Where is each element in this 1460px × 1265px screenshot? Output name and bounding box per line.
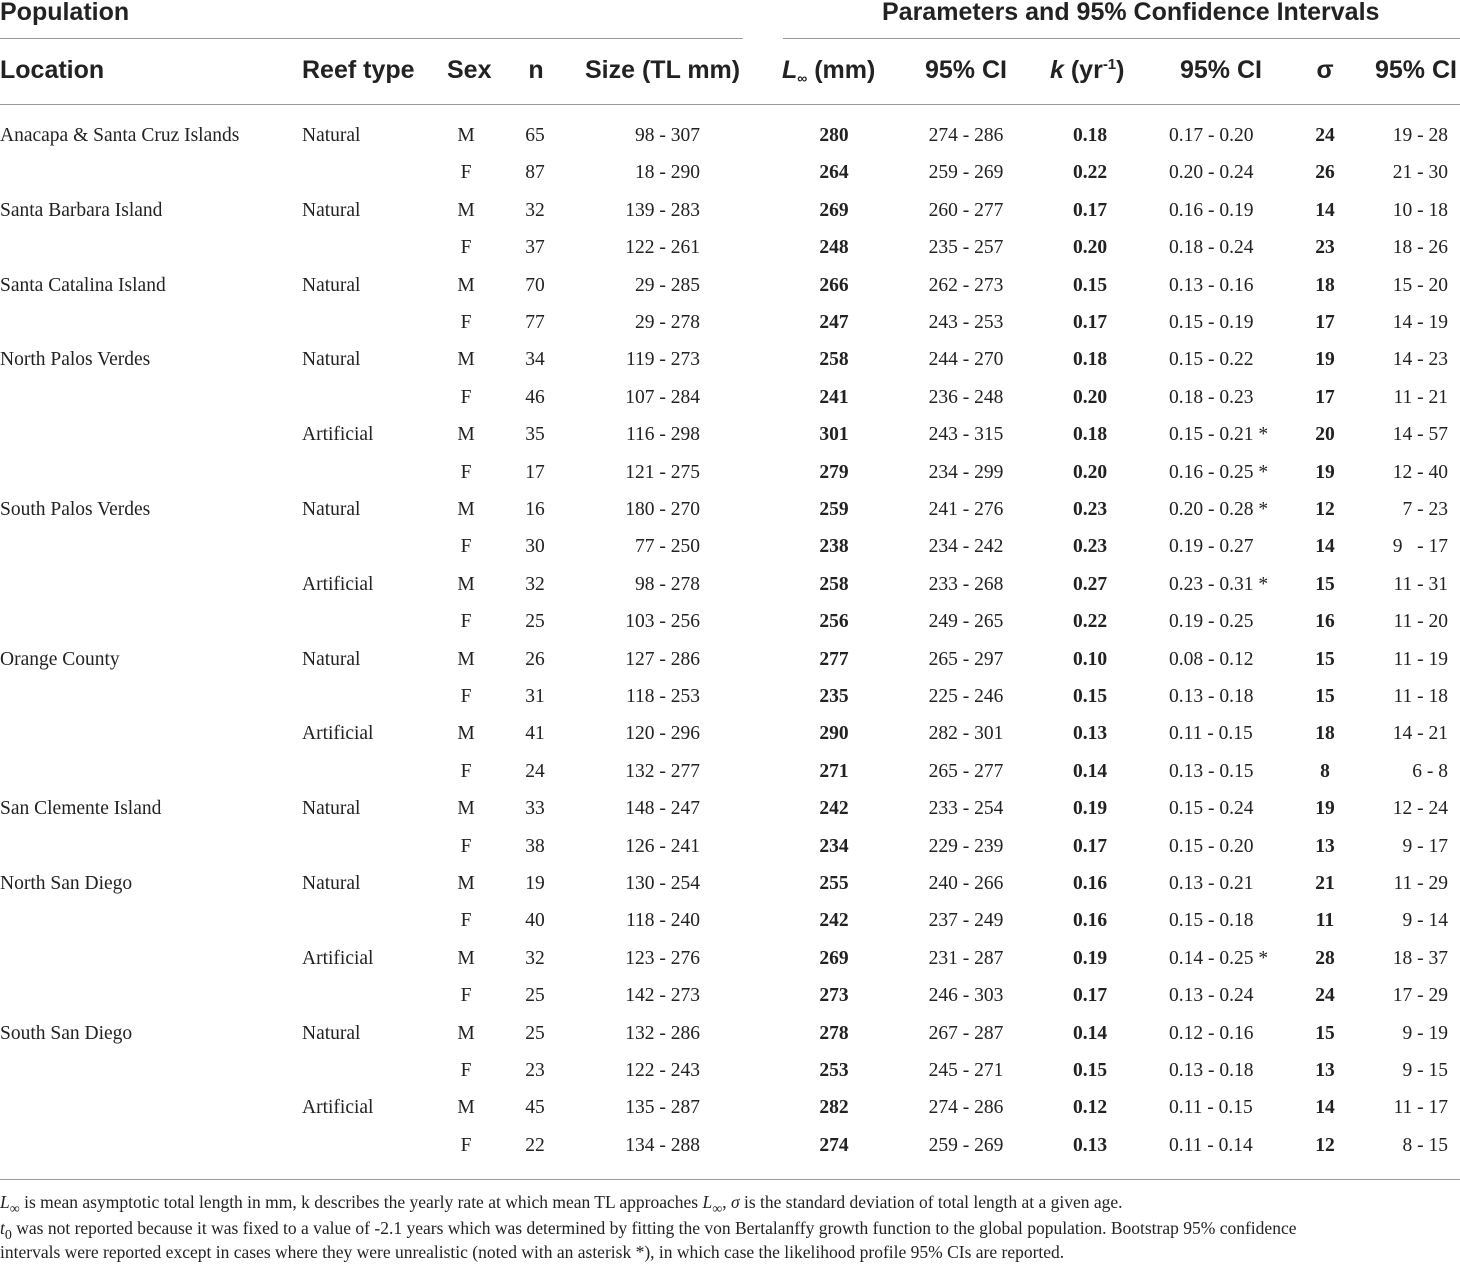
cell-sigma: 15 xyxy=(1315,1023,1335,1044)
cell-linf: 258 xyxy=(819,574,849,595)
cell-k: 0.14 xyxy=(1072,761,1108,782)
cell-k: 0.17 xyxy=(1072,985,1108,1006)
cell-size: 122 - 243 xyxy=(625,1060,700,1081)
cell-linf: 255 xyxy=(819,873,849,894)
cell-ci-sigma: 11 - 29 xyxy=(1393,873,1448,894)
cell-k: 0.17 xyxy=(1072,200,1108,221)
cell-linf: 277 xyxy=(819,649,849,670)
cell-reef-type: Artificial xyxy=(302,948,374,969)
cell-sex: M xyxy=(457,798,475,819)
cell-sigma: 28 xyxy=(1315,948,1335,969)
col-location: Location xyxy=(0,56,105,84)
cell-sigma: 19 xyxy=(1315,349,1335,370)
cell-size: 119 - 273 xyxy=(625,349,700,370)
cell-sigma: 12 xyxy=(1315,499,1335,520)
cell-n: 40 xyxy=(525,910,545,931)
cell-n: 24 xyxy=(525,761,545,782)
cell-ci-linf: 274 - 286 xyxy=(928,1097,1004,1118)
col-ci-k: 95% CI xyxy=(1180,56,1262,84)
cell-ci-k: 0.12 - 0.16 xyxy=(1169,1023,1254,1044)
cell-ci-k: 0.16 - 0.25 * xyxy=(1169,462,1269,483)
cell-k: 0.23 xyxy=(1072,536,1108,557)
cell-ci-k: 0.13 - 0.15 xyxy=(1169,761,1254,782)
cell-linf: 264 xyxy=(819,162,849,183)
cell-sex: F xyxy=(460,462,472,483)
cell-linf: 269 xyxy=(819,948,849,969)
cell-ci-sigma: 9 - 19 xyxy=(1402,1023,1448,1044)
cell-ci-k: 0.18 - 0.24 xyxy=(1169,237,1254,258)
cell-size: 77 - 250 xyxy=(635,536,700,557)
cell-ci-linf: 234 - 242 xyxy=(928,536,1004,557)
cell-k: 0.18 xyxy=(1072,424,1108,445)
cell-linf: 258 xyxy=(819,349,849,370)
table-group-header-left: Population xyxy=(0,0,130,26)
cell-ci-sigma: 11 - 20 xyxy=(1393,611,1448,632)
cell-linf: 242 xyxy=(819,798,849,819)
cell-ci-k: 0.23 - 0.31 * xyxy=(1169,574,1269,595)
cell-size: 127 - 286 xyxy=(625,649,700,670)
cell-linf: 271 xyxy=(819,761,849,782)
cell-reef-type: Natural xyxy=(302,349,361,370)
cell-sex: M xyxy=(457,349,475,370)
cell-reef-type: Artificial xyxy=(302,574,374,595)
cell-k: 0.15 xyxy=(1072,686,1108,707)
cell-size: 130 - 254 xyxy=(625,873,700,894)
cell-k: 0.15 xyxy=(1072,275,1108,296)
cell-sigma: 20 xyxy=(1315,424,1335,445)
cell-n: 25 xyxy=(525,1023,545,1044)
bottom-rule xyxy=(0,1179,1460,1180)
cell-ci-k: 0.15 - 0.18 xyxy=(1169,910,1254,931)
cell-ci-k: 0.11 - 0.15 xyxy=(1169,1097,1253,1118)
cell-location: North San Diego xyxy=(0,873,133,894)
cell-n: 16 xyxy=(525,499,545,520)
cell-reef-type: Natural xyxy=(302,798,361,819)
cell-size: 126 - 241 xyxy=(625,836,700,857)
cell-ci-sigma: 12 - 24 xyxy=(1392,798,1448,819)
cell-sigma: 24 xyxy=(1315,125,1335,146)
cell-size: 121 - 275 xyxy=(625,462,700,483)
cell-sex: F xyxy=(460,1060,472,1081)
cell-size: 116 - 298 xyxy=(625,424,700,445)
cell-ci-linf: 241 - 276 xyxy=(928,499,1004,520)
col-size: Size (TL mm) xyxy=(585,56,741,84)
cell-ci-linf: 262 - 273 xyxy=(928,275,1004,296)
cell-size: 135 - 287 xyxy=(625,1097,700,1118)
cell-k: 0.20 xyxy=(1072,387,1108,408)
cell-sex: M xyxy=(457,200,475,221)
cell-ci-linf: 225 - 246 xyxy=(928,686,1004,707)
cell-location: San Clemente Island xyxy=(0,798,162,819)
cell-ci-linf: 234 - 299 xyxy=(928,462,1004,483)
cell-sigma: 18 xyxy=(1315,275,1335,296)
cell-sex: F xyxy=(460,985,472,1006)
cell-ci-linf: 236 - 248 xyxy=(928,387,1004,408)
cell-n: 34 xyxy=(525,349,545,370)
footnote-line-1: $L_\infty$ is mean asymptotic total length in mm, k describes the yearly rate at which mean TL approaches $L_\infty$, σ is the standard deviation of total length at a given age. xyxy=(0,1192,1123,1217)
cell-sex: F xyxy=(460,910,472,931)
cell-n: 25 xyxy=(525,611,545,632)
cell-sigma: 14 xyxy=(1315,1097,1335,1118)
cell-ci-k: 0.11 - 0.14 xyxy=(1169,1135,1253,1156)
col-ci-linf: 95% CI xyxy=(925,56,1007,84)
cell-n: 87 xyxy=(525,162,545,183)
cell-ci-k: 0.15 - 0.22 xyxy=(1169,349,1254,370)
cell-linf: 253 xyxy=(819,1060,849,1081)
cell-k: 0.19 xyxy=(1072,798,1108,819)
cell-size: 103 - 256 xyxy=(625,611,700,632)
cell-sigma: 18 xyxy=(1315,723,1335,744)
cell-sex: F xyxy=(460,536,472,557)
cell-sex: F xyxy=(460,836,472,857)
cell-ci-linf: 245 - 271 xyxy=(928,1060,1004,1081)
cell-sex: M xyxy=(457,723,475,744)
cell-size: 132 - 286 xyxy=(625,1023,700,1044)
cell-ci-k: 0.13 - 0.24 xyxy=(1169,985,1254,1006)
cell-reef-type: Artificial xyxy=(302,1097,374,1118)
cell-sigma: 17 xyxy=(1315,312,1335,333)
cell-ci-sigma: 9 - 17 xyxy=(1402,836,1448,857)
cell-n: 77 xyxy=(525,312,545,333)
cell-k: 0.17 xyxy=(1072,836,1108,857)
cell-ci-sigma: 12 - 40 xyxy=(1392,462,1448,483)
cell-k: 0.17 xyxy=(1072,312,1108,333)
cell-ci-linf: 237 - 249 xyxy=(928,910,1004,931)
cell-ci-linf: 267 - 287 xyxy=(928,1023,1004,1044)
cell-reef-type: Natural xyxy=(302,499,361,520)
cell-k: 0.13 xyxy=(1072,1135,1108,1156)
cell-sex: M xyxy=(457,1023,475,1044)
cell-n: 46 xyxy=(525,387,545,408)
cell-ci-linf: 240 - 266 xyxy=(928,873,1004,894)
cell-ci-k: 0.20 - 0.28 * xyxy=(1169,499,1269,520)
cell-size: 18 - 290 xyxy=(635,162,700,183)
group-rule-left xyxy=(0,38,743,39)
cell-n: 30 xyxy=(525,536,545,557)
cell-reef-type: Artificial xyxy=(302,723,374,744)
cell-sex: M xyxy=(457,574,475,595)
cell-ci-linf: 249 - 265 xyxy=(928,611,1004,632)
cell-linf: 266 xyxy=(819,275,849,296)
cell-size: 118 - 253 xyxy=(625,686,700,707)
cell-k: 0.13 xyxy=(1072,723,1108,744)
cell-location: North Palos Verdes xyxy=(0,349,151,370)
cell-sigma: 26 xyxy=(1315,162,1335,183)
cell-reef-type: Natural xyxy=(302,873,361,894)
cell-ci-linf: 233 - 254 xyxy=(928,798,1004,819)
cell-linf: 301 xyxy=(819,424,849,445)
cell-sex: M xyxy=(457,424,475,445)
cell-n: 19 xyxy=(525,873,545,894)
cell-sigma: 15 xyxy=(1315,686,1335,707)
cell-k: 0.23 xyxy=(1072,499,1108,520)
cell-ci-linf: 265 - 277 xyxy=(928,761,1004,782)
col-reef-type: Reef type xyxy=(302,56,415,84)
cell-size: 180 - 270 xyxy=(625,499,700,520)
cell-ci-k: 0.13 - 0.21 xyxy=(1169,873,1254,894)
cell-location: South San Diego xyxy=(0,1023,133,1044)
cell-sex: F xyxy=(460,611,472,632)
col-n: n xyxy=(528,56,544,84)
group-rule-right xyxy=(783,38,1460,39)
cell-ci-sigma: 14 - 23 xyxy=(1392,349,1448,370)
cell-sigma: 24 xyxy=(1315,985,1335,1006)
cell-size: 107 - 284 xyxy=(625,387,700,408)
table-group-header-right: Parameters and 95% Confidence Intervals xyxy=(882,0,1380,26)
cell-k: 0.22 xyxy=(1072,162,1108,183)
cell-ci-sigma: 9 - 14 xyxy=(1402,910,1448,931)
cell-sex: M xyxy=(457,948,475,969)
col-linf: $L_\infty$ (mm) xyxy=(782,56,876,86)
cell-ci-sigma: 14 - 57 xyxy=(1392,424,1448,445)
cell-ci-linf: 235 - 257 xyxy=(928,237,1004,258)
cell-sex: F xyxy=(460,237,472,258)
cell-ci-k: 0.13 - 0.16 xyxy=(1169,275,1254,296)
cell-ci-k: 0.17 - 0.20 xyxy=(1169,125,1254,146)
cell-n: 65 xyxy=(525,125,545,146)
cell-ci-linf: 259 - 269 xyxy=(928,1135,1004,1156)
cell-sigma: 16 xyxy=(1315,611,1335,632)
cell-k: 0.14 xyxy=(1072,1023,1108,1044)
cell-sigma: 17 xyxy=(1315,387,1335,408)
cell-ci-sigma: 19 - 28 xyxy=(1392,125,1448,146)
cell-k: 0.22 xyxy=(1072,611,1108,632)
cell-ci-sigma: 9 - 17 xyxy=(1392,536,1448,557)
cell-sigma: 19 xyxy=(1315,462,1335,483)
cell-ci-sigma: 21 - 30 xyxy=(1392,162,1448,183)
cell-n: 70 xyxy=(525,275,545,296)
cell-ci-sigma: 10 - 18 xyxy=(1392,200,1448,221)
cell-k: 0.20 xyxy=(1072,462,1108,483)
cell-ci-k: 0.15 - 0.24 xyxy=(1169,798,1254,819)
cell-size: 98 - 307 xyxy=(635,125,700,146)
cell-linf: 274 xyxy=(819,1135,849,1156)
cell-size: 139 - 283 xyxy=(625,200,700,221)
cell-sex: M xyxy=(457,275,475,296)
cell-n: 25 xyxy=(525,985,545,1006)
cell-sex: F xyxy=(460,312,472,333)
cell-sigma: 14 xyxy=(1315,200,1335,221)
col-ci-sigma: 95% CI xyxy=(1375,56,1457,84)
cell-ci-sigma: 11 - 18 xyxy=(1393,686,1448,707)
cell-ci-sigma: 11 - 31 xyxy=(1393,574,1448,595)
cell-sex: M xyxy=(457,1097,475,1118)
cell-ci-k: 0.19 - 0.25 xyxy=(1169,611,1254,632)
cell-size: 142 - 273 xyxy=(625,985,700,1006)
cell-ci-sigma: 9 - 15 xyxy=(1402,1060,1448,1081)
cell-linf: 259 xyxy=(819,499,849,520)
cell-sigma: 15 xyxy=(1315,574,1335,595)
cell-k: 0.16 xyxy=(1072,910,1108,931)
cell-ci-k: 0.08 - 0.12 xyxy=(1169,649,1254,670)
cell-size: 120 - 296 xyxy=(625,723,700,744)
cell-linf: 278 xyxy=(819,1023,849,1044)
footnote-line-2: $t_0$ was not reported because it was fixed to a value of -2.1 years which was determined by fitting the von Bertalanffy growth function to the global population. Bootstrap 95% confidence xyxy=(0,1218,1297,1243)
cell-n: 17 xyxy=(525,462,545,483)
cell-sigma: 14 xyxy=(1315,536,1335,557)
cell-ci-sigma: 18 - 26 xyxy=(1392,237,1448,258)
cell-ci-linf: 233 - 268 xyxy=(928,574,1004,595)
col-sigma: σ xyxy=(1316,56,1334,84)
cell-ci-sigma: 8 - 15 xyxy=(1402,1135,1448,1156)
cell-linf: 269 xyxy=(819,200,849,221)
cell-ci-linf: 259 - 269 xyxy=(928,162,1004,183)
cell-ci-k: 0.16 - 0.19 xyxy=(1169,200,1254,221)
cell-k: 0.12 xyxy=(1072,1097,1108,1118)
cell-linf: 235 xyxy=(819,686,849,707)
cell-sex: F xyxy=(460,387,472,408)
cell-ci-linf: 244 - 270 xyxy=(928,349,1004,370)
cell-size: 29 - 285 xyxy=(635,275,700,296)
cell-sex: M xyxy=(457,649,475,670)
cell-size: 132 - 277 xyxy=(625,761,700,782)
cell-n: 35 xyxy=(525,424,545,445)
cell-n: 31 xyxy=(525,686,545,707)
cell-linf: 290 xyxy=(819,723,849,744)
cell-reef-type: Natural xyxy=(302,275,361,296)
cell-size: 123 - 276 xyxy=(625,948,700,969)
cell-location: Santa Catalina Island xyxy=(0,275,166,296)
cell-linf: 241 xyxy=(819,387,849,408)
cell-sigma: 8 xyxy=(1320,761,1330,782)
cell-sigma: 13 xyxy=(1315,836,1335,857)
cell-ci-linf: 260 - 277 xyxy=(928,200,1004,221)
cell-k: 0.15 xyxy=(1072,1060,1108,1081)
cell-ci-k: 0.13 - 0.18 xyxy=(1169,686,1254,707)
cell-ci-k: 0.19 - 0.27 xyxy=(1169,536,1254,557)
cell-reef-type: Natural xyxy=(302,125,361,146)
cell-k: 0.10 xyxy=(1072,649,1108,670)
cell-ci-k: 0.13 - 0.18 xyxy=(1169,1060,1254,1081)
cell-ci-linf: 265 - 297 xyxy=(928,649,1004,670)
cell-k: 0.16 xyxy=(1072,873,1108,894)
cell-sex: F xyxy=(460,761,472,782)
cell-n: 32 xyxy=(525,574,545,595)
cell-n: 32 xyxy=(525,948,545,969)
cell-ci-sigma: 6 - 8 xyxy=(1412,761,1448,782)
cell-k: 0.18 xyxy=(1072,349,1108,370)
cell-ci-linf: 243 - 315 xyxy=(928,424,1004,445)
header-rule xyxy=(0,104,1460,105)
cell-n: 32 xyxy=(525,200,545,221)
cell-reef-type: Natural xyxy=(302,200,361,221)
cell-k: 0.18 xyxy=(1072,125,1108,146)
col-k: k $(yr^{-1})$ xyxy=(1050,56,1125,84)
cell-n: 45 xyxy=(525,1097,545,1118)
cell-ci-linf: 231 - 287 xyxy=(928,948,1004,969)
cell-linf: 256 xyxy=(819,611,849,632)
col-sex: Sex xyxy=(447,56,492,84)
cell-linf: 280 xyxy=(819,125,849,146)
cell-linf: 242 xyxy=(819,910,849,931)
cell-k: 0.19 xyxy=(1072,948,1108,969)
cell-ci-k: 0.15 - 0.21 * xyxy=(1169,424,1269,445)
cell-linf: 282 xyxy=(819,1097,849,1118)
cell-location: Orange County xyxy=(0,649,120,670)
cell-ci-k: 0.11 - 0.15 xyxy=(1169,723,1253,744)
cell-sex: M xyxy=(457,125,475,146)
cell-n: 38 xyxy=(525,836,545,857)
cell-location: South Palos Verdes xyxy=(0,499,151,520)
cell-size: 122 - 261 xyxy=(625,237,700,258)
cell-k: 0.20 xyxy=(1072,237,1108,258)
cell-size: 29 - 278 xyxy=(635,312,700,333)
cell-n: 22 xyxy=(525,1135,545,1156)
footnote-line-3: intervals were reported except in cases where they were unrealistic (noted with an asterisk *), in which case the likelihood profile 95% CIs are reported. xyxy=(0,1242,1065,1262)
cell-reef-type: Natural xyxy=(302,1023,361,1044)
cell-ci-sigma: 11 - 19 xyxy=(1393,649,1448,670)
cell-size: 118 - 240 xyxy=(625,910,700,931)
cell-location: Santa Barbara Island xyxy=(0,200,163,221)
cell-sigma: 19 xyxy=(1315,798,1335,819)
cell-ci-k: 0.14 - 0.25 * xyxy=(1169,948,1269,969)
cell-size: 98 - 278 xyxy=(635,574,700,595)
cell-ci-linf: 243 - 253 xyxy=(928,312,1004,333)
cell-linf: 238 xyxy=(819,536,849,557)
cell-ci-k: 0.15 - 0.19 xyxy=(1169,312,1254,333)
cell-sex: M xyxy=(457,499,475,520)
cell-ci-linf: 229 - 239 xyxy=(928,836,1004,857)
cell-ci-linf: 274 - 286 xyxy=(928,125,1004,146)
cell-sex: M xyxy=(457,873,475,894)
cell-sex: F xyxy=(460,162,472,183)
cell-ci-sigma: 11 - 17 xyxy=(1393,1097,1448,1118)
cell-reef-type: Natural xyxy=(302,649,361,670)
cell-sex: F xyxy=(460,1135,472,1156)
cell-ci-sigma: 7 - 23 xyxy=(1402,499,1448,520)
cell-location: Anacapa & Santa Cruz Islands xyxy=(0,125,240,146)
cell-sigma: 11 xyxy=(1315,910,1335,931)
cell-k: 0.27 xyxy=(1072,574,1108,595)
cell-n: 37 xyxy=(525,237,545,258)
cell-linf: 279 xyxy=(819,462,849,483)
cell-n: 26 xyxy=(525,649,545,670)
cell-size: 134 - 288 xyxy=(625,1135,700,1156)
cell-ci-linf: 282 - 301 xyxy=(928,723,1004,744)
cell-ci-k: 0.15 - 0.20 xyxy=(1169,836,1254,857)
cell-ci-k: 0.18 - 0.23 xyxy=(1169,387,1254,408)
cell-ci-sigma: 14 - 19 xyxy=(1392,312,1448,333)
cell-linf: 273 xyxy=(819,985,849,1006)
cell-ci-sigma: 18 - 37 xyxy=(1392,948,1448,969)
cell-sigma: 12 xyxy=(1315,1135,1335,1156)
cell-sigma: 13 xyxy=(1315,1060,1335,1081)
cell-sigma: 21 xyxy=(1315,873,1335,894)
cell-ci-sigma: 14 - 21 xyxy=(1392,723,1448,744)
cell-n: 33 xyxy=(525,798,545,819)
cell-ci-linf: 246 - 303 xyxy=(928,985,1004,1006)
cell-linf: 234 xyxy=(819,836,849,857)
cell-linf: 248 xyxy=(819,237,849,258)
cell-ci-sigma: 11 - 21 xyxy=(1393,387,1448,408)
cell-ci-sigma: 17 - 29 xyxy=(1392,985,1448,1006)
cell-n: 41 xyxy=(525,723,545,744)
cell-size: 148 - 247 xyxy=(625,798,700,819)
cell-ci-sigma: 15 - 20 xyxy=(1392,275,1448,296)
cell-reef-type: Artificial xyxy=(302,424,374,445)
cell-ci-k: 0.20 - 0.24 xyxy=(1169,162,1254,183)
cell-sigma: 15 xyxy=(1315,649,1335,670)
cell-linf: 247 xyxy=(819,312,849,333)
cell-n: 23 xyxy=(525,1060,545,1081)
cell-sex: F xyxy=(460,686,472,707)
cell-sigma: 23 xyxy=(1315,237,1335,258)
